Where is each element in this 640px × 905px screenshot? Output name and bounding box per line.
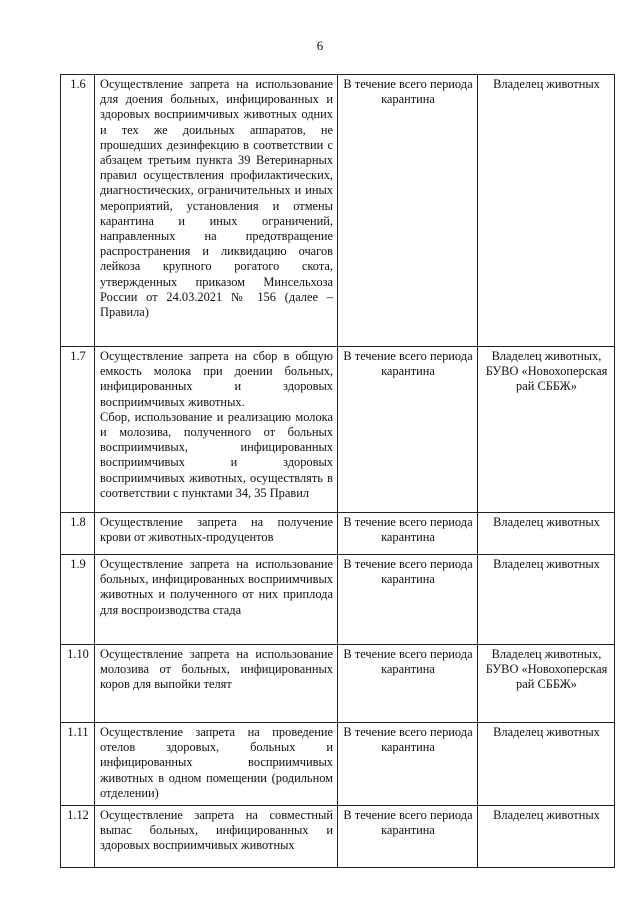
measure-cell (95, 513, 338, 555)
measure-cell (95, 723, 338, 806)
responsible-cell: Владелец животных (478, 555, 615, 645)
responsible-cell: Владелец животных, БУВО «Новохоперская рай СББЖ» (478, 645, 615, 723)
measure-text: Осуществление запрета на совместный выпас больных, инфицированных и здоровых восприимчивых животных (100, 808, 333, 853)
row-number: 1.8 (61, 513, 95, 555)
measure-text: Сбор, использование и реализацию молока и молозива, полученного от больных восприимчивых, инфицированных восприимчивых и здоровых восприимчивых животных, осуществлять в соответствии с пунктами 34, 35 Правил (100, 409, 333, 500)
row-number: 1.11 (61, 723, 95, 806)
term-cell: В течение всего периода карантина (338, 555, 478, 645)
term-cell: В течение всего периода карантина (338, 347, 478, 513)
table-row (61, 723, 615, 806)
responsible-cell: Владелец животных, БУВО «Новохоперская рай СББЖ» (478, 347, 615, 513)
measure-text: Осуществление запрета на использование молозива от больных, инфицированных коров для выпойки телят (100, 647, 333, 692)
row-number: 1.7 (61, 347, 95, 513)
measure-text: Осуществление запрета на получение крови от животных-продуцентов (100, 515, 333, 545)
measure-cell (95, 347, 338, 513)
term-cell: В течение всего периода карантина (338, 645, 478, 723)
table-row (61, 645, 615, 723)
responsible-cell: Владелец животных (478, 806, 615, 868)
table-row (61, 513, 615, 555)
measures-table (60, 74, 615, 868)
measure-text: Осуществление запрета на сбор в общую емкость молока при доении больных, инфицированных и здоровых восприимчивых животных. (100, 349, 333, 409)
table-row (61, 806, 615, 868)
term-cell: В течение всего периода карантина (338, 723, 478, 806)
row-number: 1.9 (61, 555, 95, 645)
term-cell: В течение всего периода карантина (338, 806, 478, 868)
term-cell: В течение всего периода карантина (338, 513, 478, 555)
term-cell: В течение всего периода карантина (338, 75, 478, 347)
row-number: 1.10 (61, 645, 95, 723)
table-row (61, 555, 615, 645)
measure-cell (95, 75, 338, 347)
measure-text: Осуществление запрета на использование больных, инфицированных восприимчивых животных и полученного от них приплода для воспроизводства стада (100, 557, 333, 617)
measure-cell (95, 555, 338, 645)
responsible-cell: Владелец животных (478, 75, 615, 347)
table-row (61, 75, 615, 347)
measure-cell (95, 645, 338, 723)
responsible-cell: Владелец животных (478, 513, 615, 555)
page-number: 6 (316, 38, 324, 53)
measure-text: Осуществление запрета на использование для доения больных, инфицированных и здоровых восприимчивых животных одних и тех же доильных аппаратов, не прошедших дезинфекцию в соответствии с абзацем третьим пункта 39 Ветеринарных правил осуществления профилактических, диагностических, ограничительных и иных мероприятий, установления и отмены карантина и иных ограничений, направленных на предотвращение распространения и ликвидацию очагов лейкоза крупного рогатого скота, утвержденных приказом Минсельхоза России от 24.03.2021 № 156 (далее – Правила) (100, 77, 333, 320)
measure-text: Осуществление запрета на проведение отелов здоровых, больных и инфицированных восприимчивых животных в одном помещении (родильном отделении) (100, 725, 333, 800)
table-row (61, 347, 615, 513)
row-number: 1.12 (61, 806, 95, 868)
row-number: 1.6 (61, 75, 95, 347)
responsible-cell: Владелец животных (478, 723, 615, 806)
measure-cell (95, 806, 338, 868)
